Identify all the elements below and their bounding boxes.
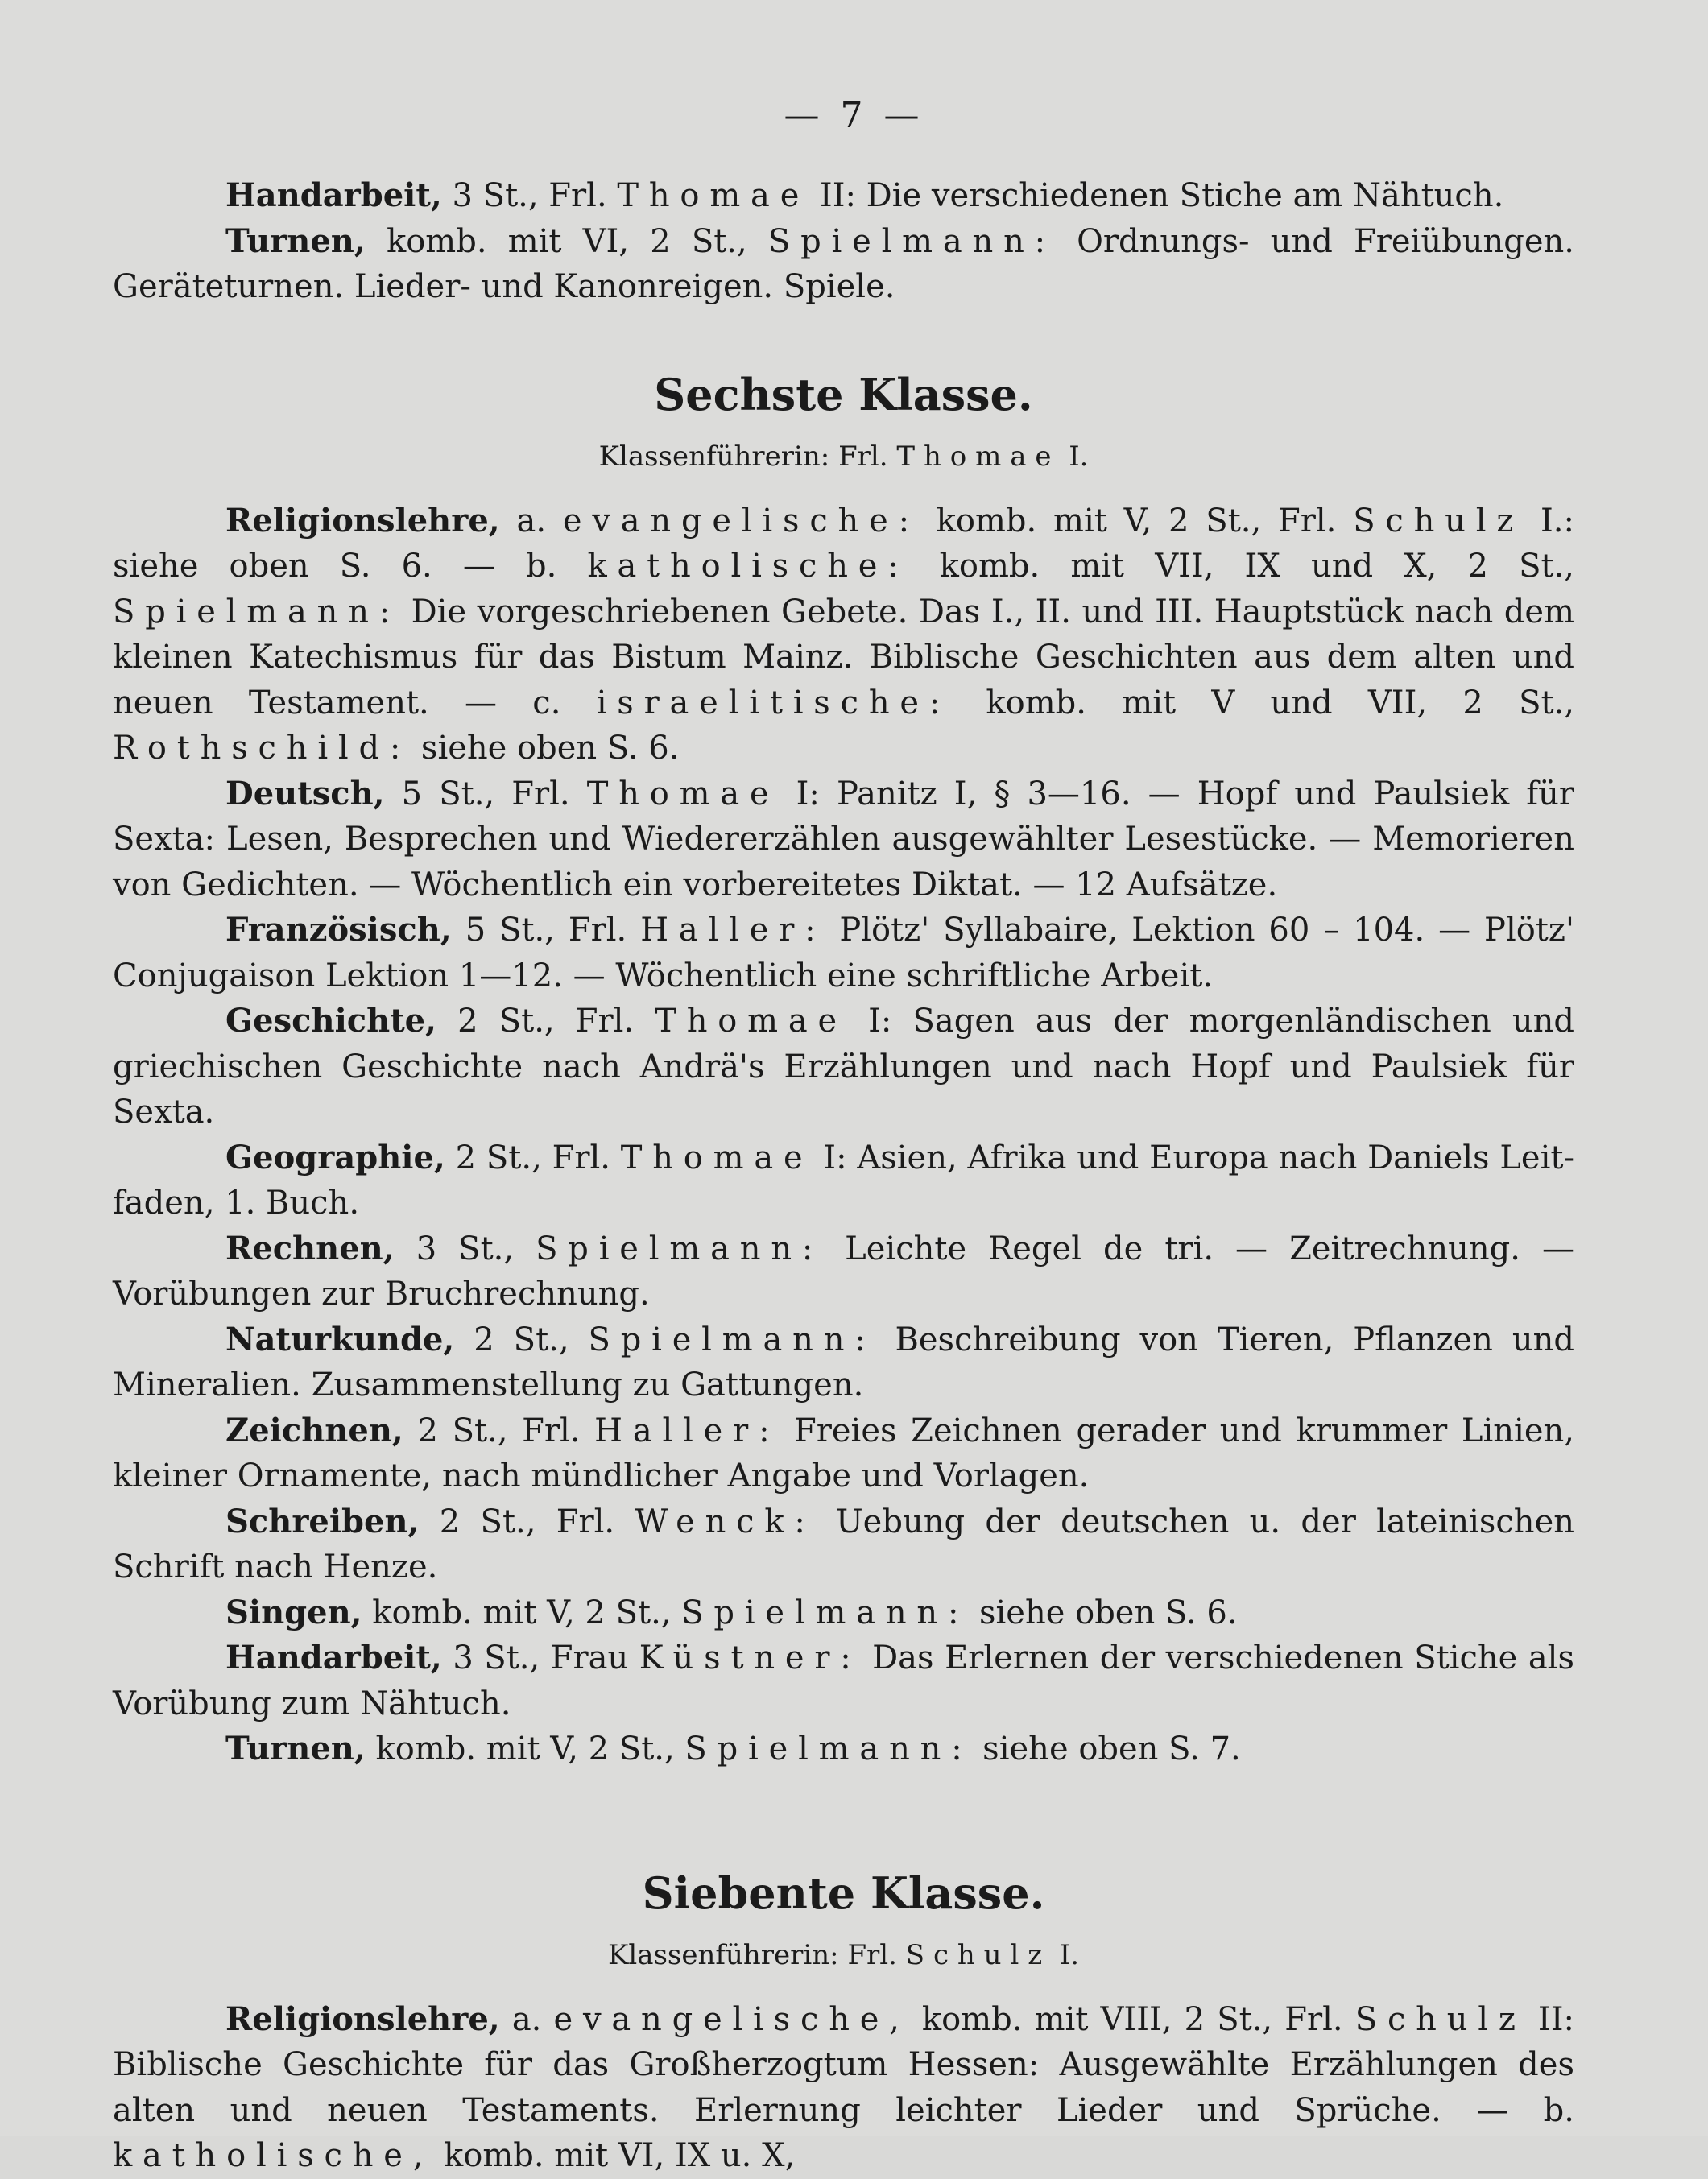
- page-number: — 7 —: [784, 95, 924, 136]
- sixth-class-subjects: [113, 498, 1574, 1772]
- subject-name: Handarbeit,: [225, 176, 442, 214]
- paragraph-text: Freies Zeichnen gerader und krummer Linien, kleiner Ornamente, nach mündlicher Angabe und Vorlagen.: [113, 1412, 1574, 1495]
- spaced-name: Spielmann:: [536, 1230, 824, 1267]
- subject-paragraph: [113, 1590, 1574, 1636]
- spaced-name: Thomae: [655, 1003, 848, 1040]
- class-leader-seventh: [113, 1933, 1574, 1978]
- paragraph-text: Beschreibung von Tieren, Pflanzen und Mineralien. Zusammenstellung zu Gattungen.: [113, 1321, 1574, 1404]
- paragraph-text: Uebung der deutschen u. der lateinischen Schrift nach Henze.: [113, 1503, 1574, 1586]
- paragraph-text: 2 St., Frl.: [403, 1412, 595, 1449]
- paragraph-text: a.: [499, 502, 563, 540]
- paragraph-text: 5 St., Frl.: [451, 912, 641, 949]
- subject-name: Schreiben,: [225, 1502, 420, 1540]
- paragraph-text: a.: [499, 2000, 554, 2038]
- class-leader-suffix: I.: [1060, 440, 1089, 473]
- spaced-name: Thomae: [586, 775, 780, 812]
- subject-paragraph: [113, 1317, 1574, 1408]
- class-leader-label: Klassenführerin:: [607, 1938, 839, 1971]
- spaced-name: Schulz: [1354, 2000, 1526, 2038]
- paragraph-text: siehe oben S. 7.: [972, 1730, 1241, 1768]
- paragraph-text: I: Panitz I, § 3—16. — Hopf und Paulsiek für Sexta: Lesen, Besprechen und Wiedererzählen ausgewählter Lesestücke. — Memorieren von Gedichten. — Wöchentlich ein vorbereitetes Diktat. — 12 Aufsätze.: [113, 775, 1574, 903]
- spaced-name: Thomae: [620, 1139, 813, 1176]
- spaced-name: Haller:: [594, 1412, 780, 1449]
- subject-paragraph: [113, 173, 1574, 219]
- paragraph-text: Die vorgeschriebenen Gebete. Das I., II. und III. Hauptstück nach dem kleinen Katechismus für das Bistum Mainz. Biblische Geschichten aus dem alten und neuen Testament. — c.: [113, 593, 1574, 722]
- subject-paragraph: [113, 219, 1574, 310]
- paragraph-text: I.: siehe oben S. 6. — b.: [113, 502, 1574, 585]
- subject-paragraph: [113, 999, 1574, 1135]
- paragraph-text: 5 St., Frl.: [384, 775, 587, 812]
- spaced-name: Spielmann:: [767, 222, 1056, 260]
- paragraph-text: I: Sagen aus der morgenländischen und griechischen Geschichte nach Andrä's Erzählungen und nach Hopf und Paulsiek für Sexta.: [113, 1003, 1574, 1131]
- section-title-sixth-class: Sechste Klasse.: [654, 368, 1033, 420]
- subject-paragraph: [113, 1226, 1574, 1317]
- spaced-name: Spielmann:: [588, 1321, 876, 1358]
- paragraph-text: Das Erlernen der verschiedenen Stiche als Vorübung zum Nähtuch.: [113, 1639, 1574, 1722]
- class-leader-suffix: I.: [1051, 1938, 1080, 1971]
- class-leader-name: Thomae: [896, 440, 1061, 473]
- spaced-name: evangelische:: [562, 502, 920, 540]
- subject-name: Zeichnen,: [225, 1411, 403, 1449]
- paragraph-text: 2 St.,: [454, 1321, 589, 1358]
- subject-name: Geographie,: [225, 1138, 445, 1176]
- paragraph-text: komb. mit VI, 2 St.,: [365, 222, 768, 260]
- paragraph-text: siehe oben S. 6.: [969, 1594, 1238, 1631]
- subject-paragraph: [113, 1135, 1574, 1226]
- class-leader-title: Frl.: [838, 440, 897, 473]
- subject-name: Religionslehre,: [225, 501, 500, 540]
- spaced-name: evangelische,: [553, 2000, 910, 2038]
- subject-name: Religionslehre,: [225, 1999, 500, 2038]
- section-title-seventh-class: Siebente Klasse.: [642, 1867, 1045, 1919]
- spaced-name: israelitische:: [596, 684, 951, 722]
- subject-name: Turnen,: [225, 1730, 366, 1768]
- paragraph-text: 2 St., Frl.: [445, 1139, 621, 1176]
- seventh-class-subjects: [113, 1997, 1574, 2179]
- paragraph-text: I: Asien, Afrika und Europa nach Daniels Leit-faden, 1. Buch.: [113, 1139, 1574, 1222]
- spaced-name: Thomae: [617, 177, 810, 214]
- spaced-name: Schulz: [1353, 502, 1524, 540]
- paragraph-text: 3 St., Frau: [441, 1639, 639, 1677]
- spaced-name: Spielmann:: [113, 593, 401, 631]
- paragraph-text: komb. mit VII, IX und X, 2 St.,: [908, 548, 1575, 585]
- paragraph-text: komb. mit VIII, 2 St., Frl.: [909, 2000, 1355, 2038]
- paragraph-text: 3 St.,: [394, 1230, 536, 1267]
- subject-name: Rechnen,: [225, 1229, 395, 1267]
- spaced-name: katholische:: [587, 548, 909, 585]
- paragraph-text: 2 St., Frl.: [419, 1503, 635, 1540]
- paragraph-text: komb. mit V, 2 St., Frl.: [919, 502, 1354, 540]
- subject-paragraph: [113, 1997, 1574, 2179]
- spaced-name: Wenck:: [635, 1503, 816, 1540]
- subject-paragraph: [113, 771, 1574, 908]
- spaced-name: Spielmann:: [681, 1594, 970, 1631]
- subject-paragraph: [113, 1408, 1574, 1499]
- subject-name: Geschichte,: [225, 1002, 437, 1040]
- paragraph-text: II: Die verschiedenen Stiche am Nähtuch.: [809, 177, 1504, 214]
- paragraph-text: II: Biblische Geschichte für das Großherzogtum Hessen: Ausgewählte Erzählungen des alten und neuen Testaments. Erlernung leichter Lieder und Sprüche. — b.: [113, 2000, 1574, 2129]
- class-leader-name: Schulz: [905, 1938, 1051, 1971]
- class-leader-label: Klassenführerin:: [598, 440, 830, 473]
- paragraph-text: komb. mit VI, IX u. X,: [433, 2137, 796, 2174]
- subject-name: Französisch,: [225, 911, 452, 949]
- subject-name: Handarbeit,: [225, 1639, 442, 1677]
- subject-name: Deutsch,: [225, 774, 385, 812]
- paragraph-text: Ordnungs- und Freiübungen. Geräteturnen. Lieder- und Kanonreigen. Spiele.: [113, 222, 1574, 305]
- spaced-name: Küstner:: [639, 1639, 862, 1677]
- paragraph-text: komb. mit V, 2 St.,: [362, 1594, 682, 1631]
- subject-name: Turnen,: [225, 221, 366, 260]
- paragraph-text: Plötz' Syllabaire, Lektion 60 – 104. — Plötz' Conjugaison Lektion 1—12. — Wöchentlich eine schriftliche Arbeit.: [113, 912, 1574, 994]
- subject-paragraph: [113, 908, 1574, 999]
- paragraph-text: Leichte Regel de tri. — Zeitrechnung. — Vorübungen zur Bruchrechnung.: [113, 1230, 1574, 1313]
- paragraph-text: siehe oben S. 6.: [411, 730, 680, 767]
- paragraph-text: 2 St., Frl.: [436, 1003, 655, 1040]
- subject-name: Naturkunde,: [225, 1320, 455, 1358]
- paragraph-text: komb. mit V und VII, 2 St.,: [950, 684, 1574, 722]
- subject-paragraph: [113, 1726, 1574, 1772]
- spaced-name: Spielmann:: [684, 1730, 973, 1768]
- spaced-name: katholische,: [113, 2137, 434, 2174]
- subject-name: Singen,: [225, 1593, 362, 1631]
- subject-paragraph: [113, 1499, 1574, 1590]
- subject-paragraph: [113, 1635, 1574, 1726]
- carryover-paragraphs: [113, 173, 1574, 310]
- class-leader-title: Frl.: [847, 1938, 906, 1971]
- page-content: [113, 173, 1574, 2179]
- class-leader-sixth: [113, 434, 1574, 479]
- paragraph-text: komb. mit V, 2 St.,: [365, 1730, 685, 1768]
- spaced-name: Haller:: [640, 912, 826, 949]
- paragraph-text: 3 St., Frl.: [441, 177, 618, 214]
- subject-paragraph: [113, 498, 1574, 771]
- spaced-name: Rothschild:: [113, 730, 411, 767]
